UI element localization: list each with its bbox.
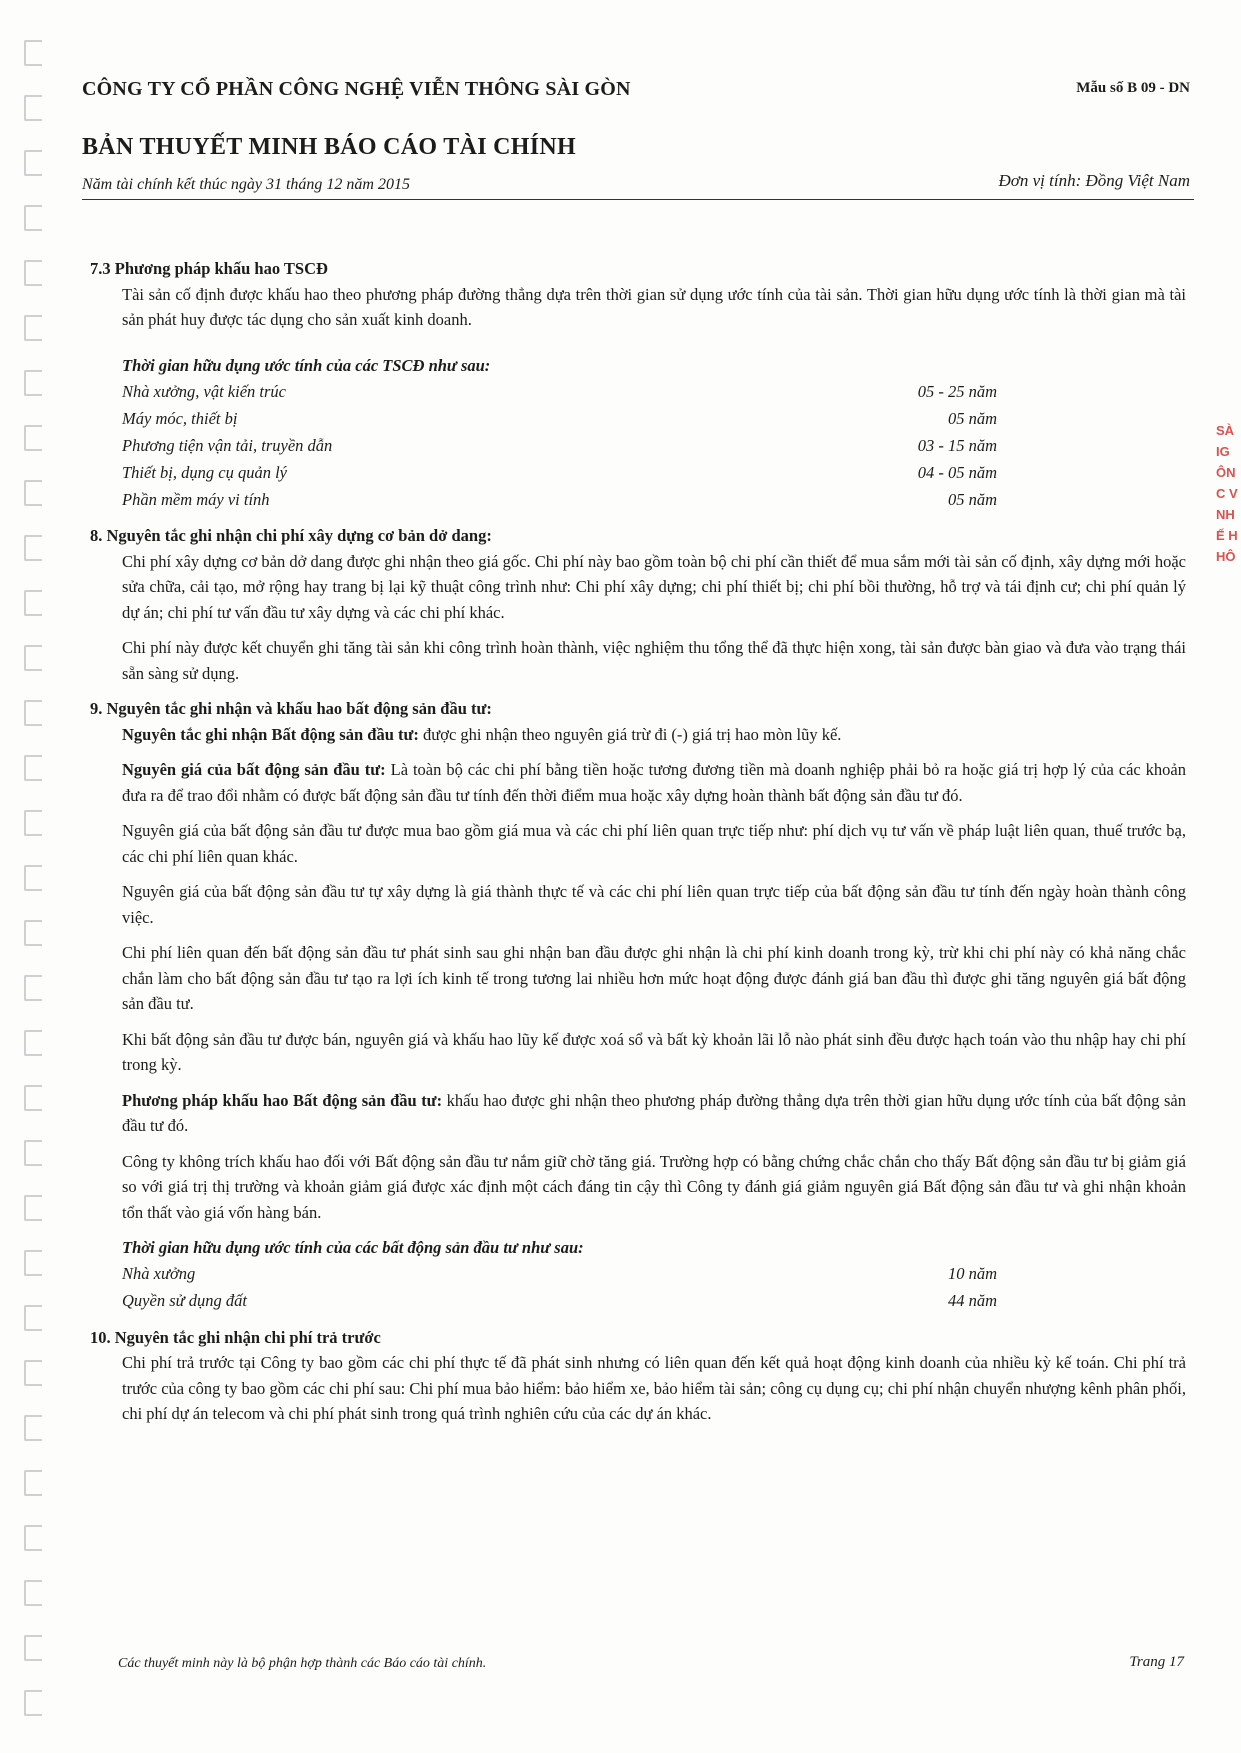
table-title: Thời gian hữu dụng ước tính của các TSCĐ như sau: [122,355,491,375]
paragraph: Nguyên giá của bất động sản đầu tư: Là toàn bộ các chi phí bằng tiền hoặc tương đương tiền mà doanh nghiệp phải bỏ ra hoặc giá trị hợp lý của các khoản đưa ra để trao đổi nhằm có được bất động sản đầu tư tính đến thời điểm mua hoặc xây dựng hoàn thành bất động sản đầu tư đó. [122,760,1186,805]
paragraph: Chi phí liên quan đến bất động sản đầu tư phát sinh sau ghi nhận ban đầu được ghi nhận là chi phí kinh doanh trong kỳ, trừ khi chi phí này có khả năng chắc chắn làm cho bất động sản đầu tư tạo ra lợi ích kinh tế trong tương lai nhiều hơn mức hoạt động được đánh giá ban đầu thì được ghi tăng nguyên giá bất động sản đầu tư. [122,943,1186,1013]
table-row: Máy móc, thiết bị 05 năm [122,408,997,428]
binder-ring-holes [18,40,48,1720]
useful-life-table [90,353,1186,514]
currency-unit: Đơn vị tính: Đồng Việt Nam [998,171,1190,190]
table-row: Nhà xưởng, vật kiến trúc 05 - 25 năm [122,381,997,401]
document-body [90,256,1186,1437]
paragraph: Tài sản cố định được khấu hao theo phương pháp đường thẳng dựa trên thời gian sử dụng ước tính của tài sản. Thời gian hữu dụng ước tính là thời gian mà tài sản phát huy được tác dụng cho sản xuất kinh doanh. [122,284,1186,329]
table-row: Phần mềm máy vi tính 05 năm [122,489,997,509]
paragraph: Chi phí trả trước tại Công ty bao gồm các chi phí thực tế đã phát sinh nhưng có liên quan đến kết quả hoạt động kinh doanh của nhiều kỳ kế toán. Chi phí trả trước của công ty bao gồm các chi phí sau: Chi phí mua bảo hiểm: bảo hiểm xe, bảo hiểm tài sản; công cụ dụng cụ; chi phí nhận chuyển nhượng kênh phân phối, chi phí dự án telecom và chi phí phát sinh trong quá trình nghiên cứu của các dự án khác. [122,1353,1186,1423]
table-title: Thời gian hữu dụng ước tính của các bất động sản đầu tư như sau: [122,1238,584,1257]
paragraph: Chi phí này được kết chuyển ghi tăng tài sản khi công trình hoàn thành, việc nghiệm thu tổng thể đã thực hiện xong, tài sản được bàn giao và đưa vào trạng thái sẵn sàng sử dụng. [122,638,1186,683]
paragraph: Nguyên tắc ghi nhận Bất động sản đầu tư: được ghi nhận theo nguyên giá trừ đi (-) giá trị hao mòn lũy kế. [122,724,842,744]
paragraph: Phương pháp khấu hao Bất động sản đầu tư: khấu hao được ghi nhận theo phương pháp đường thẳng dựa trên thời gian hữu dụng ước tính của bất động sản đầu tư đó. [122,1090,1186,1135]
investment-property-life-table [90,1235,1186,1315]
company-name: CÔNG TY CỔ PHẦN CÔNG NGHỆ VIỄN THÔNG SÀI GÒN [82,78,631,100]
document-title: BẢN THUYẾT MINH BÁO CÁO TÀI CHÍNH [82,134,576,160]
table-row: Phương tiện vận tải, truyền dẫn 03 - 15 năm [122,435,997,455]
table-row: Quyền sử dụng đất 44 năm [122,1291,997,1311]
header-divider [82,199,1194,200]
paragraph: Chi phí xây dựng cơ bản dở dang được ghi nhận theo giá gốc. Chi phí này bao gồm toàn bộ chi phí cần thiết để mua sắm mới tài sản cố định, xây dựng mới hoặc sửa chữa, cải tạo, mở rộng hay trang bị lại kỹ thuật công trình như: Chi phí xây dựng; chi phí thiết bị; chi phí bồi thường, hỗ trợ và tái định cư; chi phí quản lý dự án; chi phí tư vấn đầu tư xây dựng và các chi phí khác. [122,551,1186,622]
section-7-3-title: 7.3 Phương pháp khấu hao TSCĐ [90,259,328,278]
red-stamp-fragment: SÀ IG ÔN C V NH Ế H HÔ [1216,423,1238,564]
page-number: Trang 17 [1129,1654,1184,1670]
form-number: Mẫu số B 09 - DN [1076,80,1190,96]
paragraph: Khi bất động sản đầu tư được bán, nguyên giá và khấu hao lũy kế được xoá sổ và bất kỳ khoản lãi lỗ nào phát sinh đều được hạch toán vào thu nhập hay chi phí trong kỳ. [122,1029,1186,1074]
section-9-title: 9. Nguyên tắc ghi nhận và khấu hao bất động sản đầu tư: [90,699,492,718]
table-row: Thiết bị, dụng cụ quản lý 04 - 05 năm [122,462,997,482]
fiscal-year: Năm tài chính kết thúc ngày 31 tháng 12 năm 2015 [82,176,410,193]
paragraph: Nguyên giá của bất động sản đầu tư tự xây dựng là giá thành thực tế và các chi phí liên quan trực tiếp của bất động sản đầu tư tính đến ngày hoàn thành công việc. [122,882,1186,927]
paragraph: Công ty không trích khấu hao đối với Bất động sản đầu tư nắm giữ chờ tăng giá. Trường hợp có bằng chứng chắc chắn cho thấy Bất động sản đầu tư bị giảm giá so với giá trị thị trường và khoản giảm giá được xác định một cách đáng tin cậy thì Công ty đánh giá giảm nguyên giá Bất động sản đầu tư và ghi nhận khoản tổn thất vào giá vốn hàng bán. [122,1151,1186,1222]
paragraph: Nguyên giá của bất động sản đầu tư được mua bao gồm giá mua và các chi phí liên quan trực tiếp như: phí dịch vụ tư vấn về pháp luật liên quan, thuế trước bạ, các chi phí liên quan khác. [122,821,1186,866]
section-10-title: 10. Nguyên tắc ghi nhận chi phí trả trước [90,1327,381,1347]
document-page [82,0,1194,1753]
table-row: Nhà xưởng 10 năm [122,1264,997,1284]
section-8-title: 8. Nguyên tắc ghi nhận chi phí xây dựng cơ bản dở dang: [90,526,492,545]
footer-note: Các thuyết minh này là bộ phận hợp thành các Báo cáo tài chính. [118,1656,487,1671]
